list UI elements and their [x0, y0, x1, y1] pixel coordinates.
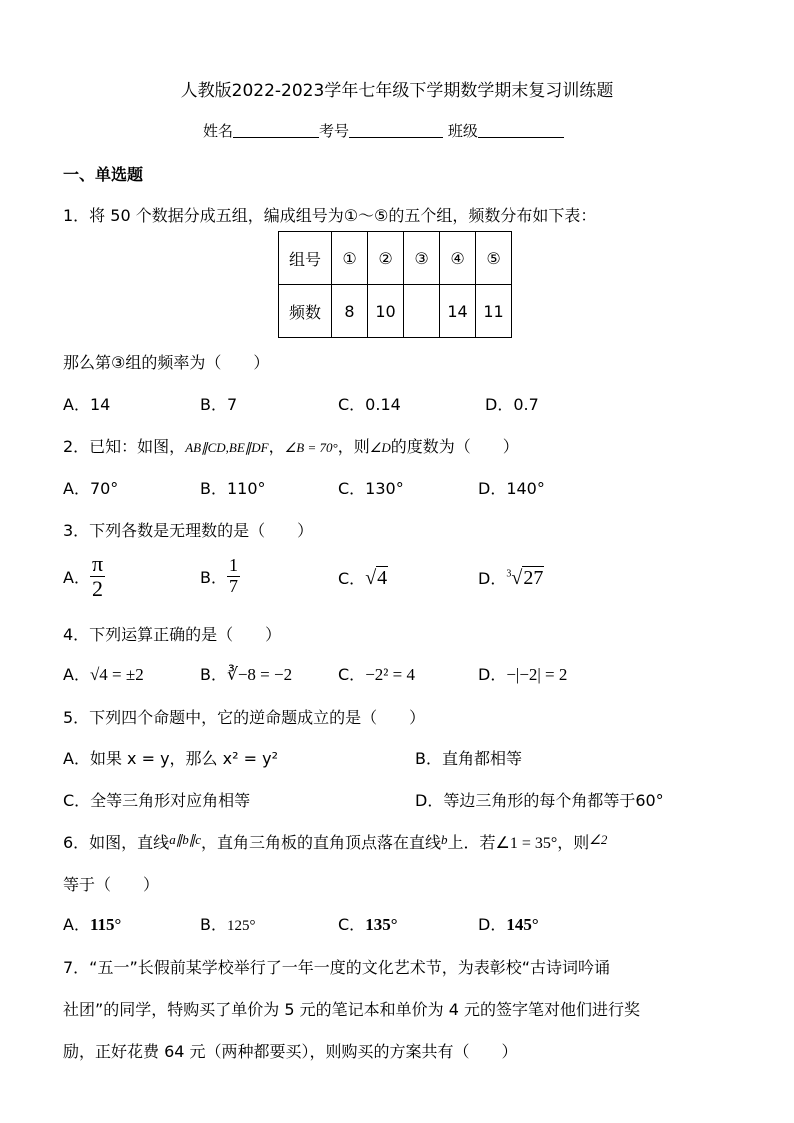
- student-info: [203, 120, 564, 141]
- name-label: 姓名: [203, 122, 234, 140]
- q7-line-3: 励，正好花费 64 元（两种都要买），则购买的方案共有（ ）: [63, 1042, 518, 1061]
- table-row: [279, 285, 512, 338]
- q6-mid2: 上．若: [447, 833, 496, 852]
- q4-option-c: [338, 662, 415, 685]
- q6-option-a: [63, 912, 121, 935]
- q4-stem: 4．下列运算正确的是（ ）: [63, 625, 282, 644]
- table-row: [279, 232, 512, 285]
- option-letter: C．: [338, 569, 366, 588]
- pi-over-2-fraction: [90, 552, 105, 601]
- root-index: 3: [506, 568, 512, 580]
- q4-option-d: [478, 662, 567, 685]
- radicand: 27: [523, 567, 544, 589]
- q7-line-2: 社团”的同学，特购买了单价为 5 元的笔记本和单价为 4 元的签字笔对他们进行奖: [63, 1000, 640, 1019]
- q4-a-expression: √4 = ±2: [89, 665, 144, 684]
- denominator: 7: [228, 575, 238, 596]
- class-blank: [478, 123, 564, 138]
- q6-c-value: 135°: [365, 915, 398, 934]
- option-letter: D．: [478, 915, 507, 934]
- option-letter: D．: [478, 569, 507, 588]
- table-cell: ③: [404, 232, 440, 285]
- q2-pre: 2．已知：如图，: [63, 437, 186, 456]
- q4-d-expression: −|−2| = 2: [506, 665, 568, 684]
- q1-stem: 1．将 50 个数据分成五组，编成组号为①～⑤的五个组，频数分布如下表：: [63, 206, 597, 225]
- q4-c-expression: −2² = 4: [365, 665, 415, 684]
- q6-b-value: 125°: [226, 918, 256, 934]
- q6-a-value: 115°: [89, 915, 122, 934]
- q6-option-c: [338, 912, 398, 935]
- q1-option-c: C．0.14: [338, 395, 401, 414]
- q4-option-a: [63, 662, 144, 685]
- q1-option-a: A．14: [63, 395, 111, 414]
- table-cell: ①: [332, 232, 368, 285]
- q4-option-b: [200, 662, 292, 685]
- q6-option-d: [478, 912, 539, 935]
- q5-option-c: C．全等三角形对应角相等: [63, 791, 251, 810]
- table-cell: 11: [476, 285, 512, 338]
- q6-d-value: 145°: [506, 915, 539, 934]
- q6-angle-2: ∠2: [589, 832, 608, 847]
- table-cell: ④: [440, 232, 476, 285]
- q6-mid3: ，则: [557, 833, 590, 852]
- q6-stem: [63, 830, 607, 853]
- class-label: 班级: [447, 122, 478, 140]
- table-cell: ②: [368, 232, 404, 285]
- option-letter: A．: [63, 915, 90, 934]
- radicand: 4: [377, 567, 388, 589]
- q2-condition-parallel: AB∥CD,BE∥DF: [185, 440, 269, 455]
- page-title: 人教版2022-2023学年七年级下学期数学期末复习训练题: [180, 81, 614, 101]
- q6-mid: ，直角三角板的直角顶点落在直线: [200, 833, 441, 852]
- exam-no-blank: [349, 123, 443, 138]
- q6-option-b: [200, 912, 255, 935]
- q6-parallel-lines: a∥b∥c: [169, 832, 201, 847]
- q2-option-d: D．140°: [478, 479, 545, 498]
- option-letter: C．: [338, 665, 366, 684]
- q2-option-b: B．110°: [200, 479, 266, 498]
- q6-line-b: b: [440, 832, 448, 847]
- q2-option-c: C．130°: [338, 479, 404, 498]
- option-letter: B．: [200, 915, 227, 934]
- q6-pre: 6．如图，直线: [63, 833, 170, 852]
- option-letter: C．: [338, 915, 366, 934]
- q1-option-d: D．0.7: [485, 395, 539, 414]
- table-cell: 10: [368, 285, 404, 338]
- q3-option-c: [338, 566, 388, 590]
- option-letter: D．: [478, 665, 507, 684]
- section-heading: 一、单选题: [63, 165, 144, 184]
- numerator: 1: [228, 555, 238, 575]
- option-letter: B．: [200, 665, 227, 684]
- q7-line-1: 7．“五一”长假前某学校举行了一年一度的文化艺术节，为表彰校“古诗词吟诵: [63, 958, 611, 977]
- q3-option-d: [478, 566, 544, 590]
- q2-angle-d: ∠D: [369, 440, 391, 455]
- one-seventh-fraction: [227, 556, 240, 597]
- q5-option-a: A．如果 x = y，那么 x² = y²: [63, 749, 278, 768]
- q3-option-b: [200, 556, 240, 597]
- q5-option-d: D．等边三角形的每个角都等于60°: [415, 791, 664, 810]
- q1-option-b: B．7: [200, 395, 238, 414]
- option-letter: B．: [200, 567, 227, 587]
- q2-comma: ，: [268, 437, 285, 456]
- q2-option-a: A．70°: [63, 479, 119, 498]
- table-cell: 14: [440, 285, 476, 338]
- q6-continuation: 等于（ ）: [63, 875, 160, 894]
- cube-root-27: $^3$√27: [506, 567, 544, 589]
- table-cell: 频数: [279, 285, 332, 338]
- denominator: 2: [92, 576, 103, 602]
- option-letter: A．: [63, 568, 90, 588]
- exam-no-label: 考号: [319, 122, 350, 140]
- option-letter: A．: [63, 665, 90, 684]
- frequency-table: [278, 231, 512, 338]
- q5-option-b: B．直角都相等: [415, 749, 522, 768]
- q2-stem: [63, 434, 519, 457]
- table-cell: [404, 285, 440, 338]
- q3-stem: 3．下列各数是无理数的是（ ）: [63, 521, 314, 540]
- sqrt-4: √4: [365, 567, 388, 589]
- table-cell: ⑤: [476, 232, 512, 285]
- q2-post: 的度数为（ ）: [390, 437, 519, 456]
- q5-stem: 5．下列四个命题中，它的逆命题成立的是（ ）: [63, 708, 426, 727]
- q3-option-a: [63, 552, 105, 601]
- table-cell: 8: [332, 285, 368, 338]
- table-cell: 组号: [279, 232, 332, 285]
- q2-mid: ，则: [337, 437, 370, 456]
- q4-b-expression: ∛−8 = −2: [226, 665, 293, 684]
- name-blank: [233, 123, 319, 138]
- q6-angle-1: ∠1 = 35°: [495, 835, 558, 852]
- numerator: π: [91, 551, 104, 576]
- q1-ask: 那么第③组的频率为（ ）: [63, 353, 270, 372]
- q2-condition-angle: ∠B = 70°: [284, 440, 338, 455]
